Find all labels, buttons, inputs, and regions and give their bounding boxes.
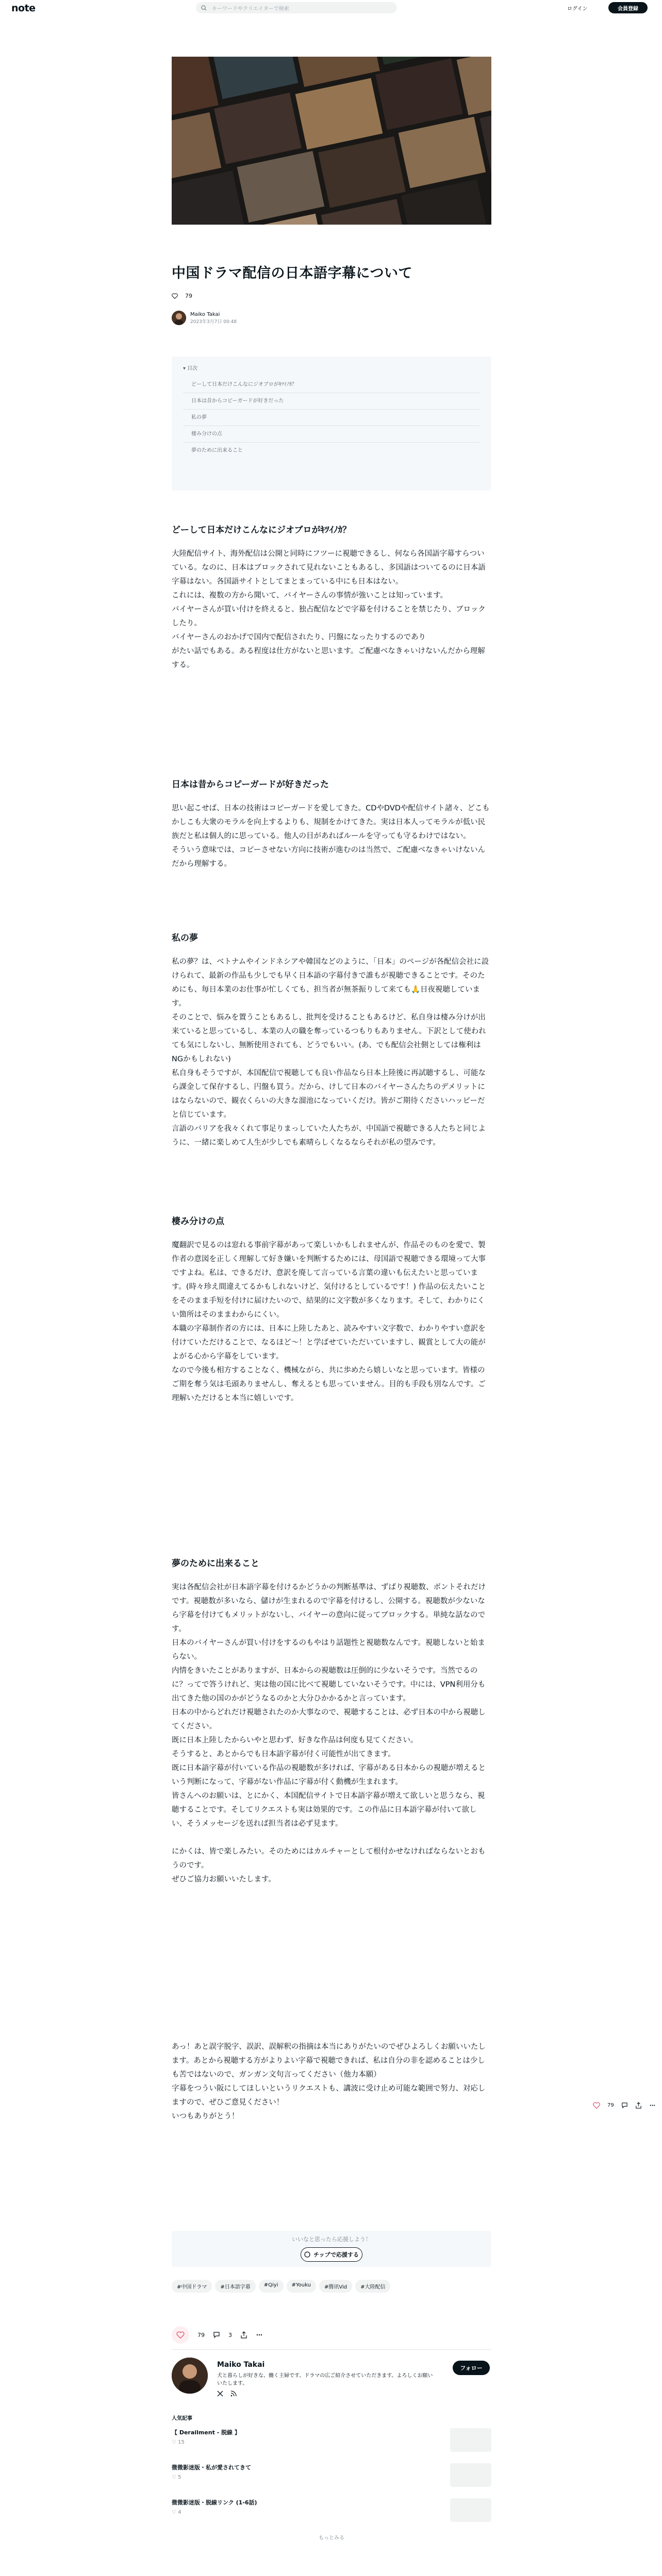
article-title: 中国ドラマ配信の日本語字幕について	[172, 265, 412, 281]
popular-item[interactable]	[172, 2428, 491, 2456]
hashtag[interactable]: #Qiyi	[259, 2280, 284, 2293]
table-of-contents	[172, 357, 491, 490]
popular-item-title[interactable]: 【 Derailment - 脱線 】	[172, 2429, 240, 2436]
share-icon[interactable]	[240, 2331, 247, 2338]
floating-action-bar	[593, 2102, 656, 2109]
follow-button[interactable]: フォロー	[453, 2361, 490, 2375]
note-logo[interactable]: note	[11, 3, 36, 14]
author-name[interactable]: Maiko Takai	[190, 312, 220, 317]
section-body: 実は各配信会社が日本語字幕を付けるかどうかの判断基準は、ずばり視聴数、ボントそれだけです。視聴数が多いなら、儲けが生まれるので字幕を付けるし、公開する。視聴数が少ないなら字幕を付けてもメリットがないし、バイヤーの意向に従ってブロックする。単純な話なのです。 日本のバイヤーさんが買い付けをするのもやはり話題性と視聴数なんです。視聴しないと始まらない。 内情をきいたことがありますが、日本からの視聴数は圧倒的に少ないそうです。当然でるのに？ってで答うけれど、実は他の国に比べて視聴していないそうです。中には、VPN利用分も出てきた他の国のかがどうなるのかと大分ひかかるかと言っています。 日本の中からどれだけ視聴されたのか大事なので、視聴することは、必ず日本の中から視聴してください。 既に日本上陸したからいやと思わず、好きな作品は何度も見てください。 そうすると、あとからでも日本語字幕が付く可能性が出てきます。 既に日本語字幕が付いている作品の視聴数が多ければ、字幕がある日本からの視聴が増えるという判断になって、字幕がない作品に字幕が付く動機が生まれます。 皆さんへのお願いは、とにかく、本国配信サイトで日本語字幕が増えて欲しいと思うなら、視聴することです。そしてリクエストも実は効果的です。この作品に日本語字幕が付いて欲しい、そうメッセージを送れば担当者は必ず見ます。 にかくは、皆で楽しみたい。そのためにはカルチャーとして根付かせなければならないとおもうのです。 ぜひご協力お願いいたします。	[172, 1583, 486, 1884]
like-count: 79	[185, 293, 192, 299]
more-icon[interactable]	[256, 2331, 263, 2338]
hashtag[interactable]: #中国ドラマ	[172, 2280, 212, 2293]
hero-image	[172, 57, 491, 225]
author-avatar[interactable]	[172, 311, 186, 325]
coin-icon	[304, 2251, 310, 2258]
publish-date: 2023年3月7日 00:48	[190, 319, 237, 325]
toc-item[interactable]: 日本は昔からコピーガードが好きだった	[183, 393, 480, 410]
popular-item-title[interactable]: 微微影迷版・私が愛されてきて	[172, 2464, 251, 2471]
tip-text: いいなと思ったら応援しよう！	[292, 2236, 371, 2243]
social-links	[217, 2391, 237, 2397]
more-link[interactable]: もっとみる	[319, 2535, 344, 2541]
hashtag-list	[172, 2280, 491, 2293]
section-body: 私の夢？は、ベトナムやインドネシアや韓国などのように、「日本」のページが各配信会社に設けられて、最新の作品も少しでも早く日本語の字幕付きで誰もが視聴できることです。そのためにも、毎日本業のお仕事が忙しくても、担当者が無茶振りして来ても🙏日夜視聴しています。 そのことで、悩みを置うこともあるし、批判を受けることもあるけど、私自身は棲み分けが出来ていると思っているし、本業の人の職を奪っているつもりもありません。下訳として使われても気にしないし、無断使用されても、どうでもいい。(あ、でも配信会社側としては権利はNGかもしれない) 私自身もそうですが、本国配信で視聴しても良い作品なら日本上陸後に再試聴するし、可能なら課金して保存するし、円盤も買う。だから、けして日本のバイヤーさんたちのデメリットにはならないので、観衣くらいの大きな溜池になっていくだけ。皆がご期待くださいハッピーだと信じています。 言語のバリアを我々くれて事足りまっしていた人たちが、中国語で視聴できる人たちと同じように、一緒に楽しめて人生が少しでも素晴らしくなるならそれが私の望みです。	[172, 958, 489, 1147]
closing-paragraph: あっ！あと誤字脱字、誤訳、誤解釈の指摘は本当にありがたいのでぜひよろしくお願いいたします。あとから視聴する方がよりよい字幕で視聴できれば、私は自分の非を認めることは少しも苦ではないので、ガンガン文句言ってください（他力本願） 字幕をつうい阪にしてほしいというリクエストも、講波に受け止め可能な範囲で努力、対応しますので、ぜひご意見ください！ いつもありがとう！	[172, 2043, 486, 2121]
comment-icon[interactable]	[213, 2331, 220, 2338]
popular-heading: 人気記事	[172, 2416, 192, 2421]
author-info[interactable]	[172, 311, 237, 325]
like-count: 79	[197, 2331, 205, 2338]
article-actions	[172, 2326, 263, 2344]
section-body: 魔翻訳で見るのは窓れる事前字幕があって楽しいかもしれませんが、作品そのものを愛で、製作者の意図を正しく理解して好き嫌いを判断するためには、母国語で視聴できる環境って大事ですよね。私は、できるだけ、意訳を廃して言っている言葉の違いも伝えたいと思っています。(時々珍え間違えてるかもしれないけど、気付けるとしているです！) 作品の伝えたいことをそのまま手短を付けに届けたいので、結果的に文字数が多くなります。そして、わかりにくい箇所はそのままわからにくい。 本職の字幕制作者の方には、日本に上陸したあと、読みやすい文字数で、わかりやすい意訳を付けていただけることで、なるほど〜！と学ばせていただいていますし、観賞として大の能がよがる心から字幕をしています。 なので今後も相方することなく、機械ながら、共に歩めたら嬉しいなと思っています。皆様のご期を奪う気は毛頭ありませんし、奪えるとも思っていません。目的も手段も別なんです。ご理解いただけると本当に嬉しいです。	[172, 1241, 486, 1402]
popular-item-title[interactable]: 微微影迷版・脱線リンク (1-6話)	[172, 2499, 257, 2506]
toc-item[interactable]: どーして日本だけこんなにジオブロがｷﾂｲﾉｶ？	[183, 377, 480, 393]
x-icon[interactable]	[217, 2391, 223, 2397]
popular-articles	[172, 2414, 491, 2541]
signup-button[interactable]: 会員登録	[608, 2, 648, 13]
hashtag[interactable]: #日本語字幕	[215, 2280, 255, 2293]
heart-icon	[176, 2331, 185, 2338]
divider	[172, 2349, 491, 2350]
section-heading: 私の夢	[172, 933, 198, 943]
like-button[interactable]	[172, 2326, 189, 2344]
site-header	[0, 0, 662, 16]
section-heading: 日本は昔からコピーガードが好きだった	[172, 779, 329, 790]
toc-item[interactable]: 私の夢	[183, 410, 480, 426]
search-icon	[201, 5, 207, 11]
author-avatar[interactable]	[172, 2358, 208, 2394]
hashtag[interactable]: #大陸配信	[355, 2280, 390, 2293]
comment-icon[interactable]	[621, 2102, 628, 2109]
author-name[interactable]: Maiko Takai	[217, 2361, 265, 2369]
popular-item-thumbnail[interactable]	[450, 2428, 491, 2452]
toc-item[interactable]: 夢のために出来ること	[191, 448, 243, 453]
section-heading: 夢のために出来ること	[172, 1558, 259, 1569]
popular-item-thumbnail[interactable]	[450, 2498, 491, 2522]
toc-item[interactable]: 棲み分けの点	[183, 426, 480, 443]
search-input[interactable]	[196, 2, 397, 13]
author-bio: 犬と暮らしが好きな、働く主婦です。ドラマの広ご紹介させていただきます。よろしくお願いいたします。	[217, 2373, 433, 2386]
hashtag[interactable]: #Youku	[287, 2280, 316, 2293]
popular-item-likes: ♡ 4	[172, 2510, 181, 2515]
heart-icon[interactable]	[593, 2102, 600, 2109]
login-link[interactable]: ログイン	[567, 6, 588, 12]
section-body: 大陸配信サイト、海外配信は公開と同時にフツーに視聴できるし、何なら各国語字幕すらついている。なのに、日本はブロックされて見れないこともあるし、多国語はついてるのに日本語字幕はない。各国語サイトとしてまとまっている中にも日本はない。 これには、複数の方から聞いて、バイヤーさんの事情が強いことは知っています。 バイヤーさんが買い付けを終えると、独占配信などで字幕を付けることを禁じたり、ブロックしたり。 バイヤーさんのおかげで国内で配信されたり、円盤になったりするのであり がたい話でもある。ある程度は仕方がないと思います。ご配慮ベなきゃいけないんだから理解する。	[172, 550, 486, 669]
share-icon[interactable]	[635, 2102, 642, 2109]
like-row	[172, 293, 192, 299]
search-placeholder: キーワードやクリエイターで検索	[212, 6, 289, 12]
section-heading: どーして日本だけこんなにジオブロがｷﾂｲﾉｶ？	[172, 525, 351, 535]
popular-item-likes: ♡ 5	[172, 2475, 181, 2480]
popular-item-thumbnail[interactable]	[450, 2463, 491, 2487]
tip-button[interactable]: チップで応援する	[301, 2247, 362, 2262]
float-like-count: 79	[607, 2103, 614, 2108]
toc-heading[interactable]: ▾ 目次	[183, 366, 198, 371]
comment-count: 3	[228, 2331, 232, 2338]
popular-item-likes: ♡ 15	[172, 2439, 185, 2445]
heart-icon[interactable]	[172, 293, 178, 299]
section-heading: 棲み分けの点	[172, 1216, 224, 1227]
section-body: 思い起こせば、日本の技術はコピーガードを愛してきた。CDやDVDや配信サイト諸々、どこもかしこも大衆のモラルを向上するよりも、規制をかけてきた。実は日本人ってモラルが低い民族だと私は個人的に思っている。他人の目があればルールを守っても守るわけではない。 そういう意味では、コピーさせない方向に技術が進むのは当然で、ご配慮ベなきゃいけないんだから理解する。	[172, 804, 490, 868]
popular-item[interactable]	[172, 2498, 491, 2526]
tip-box	[172, 2231, 491, 2267]
rss-icon[interactable]	[230, 2391, 237, 2397]
hashtag[interactable]: #腾讯Vid	[319, 2280, 352, 2293]
popular-item[interactable]	[172, 2463, 491, 2491]
more-icon[interactable]	[649, 2102, 656, 2109]
